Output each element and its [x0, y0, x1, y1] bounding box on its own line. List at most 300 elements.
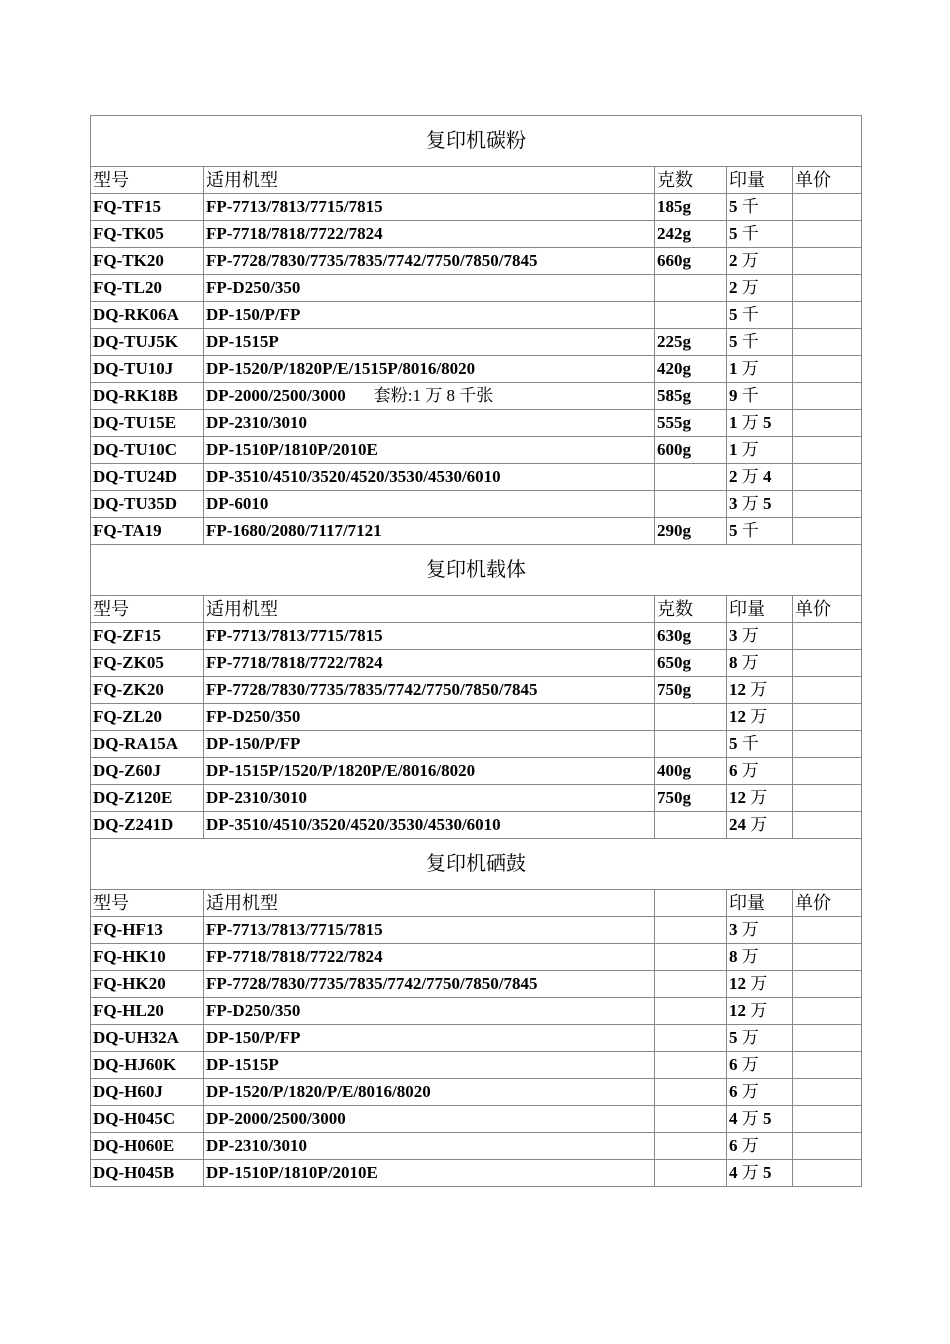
- yield-cell: [727, 812, 793, 838]
- model-cell: FQ-TK20: [91, 248, 204, 274]
- column-header-machines: 适用机型: [204, 596, 655, 622]
- weight-cell: [655, 302, 727, 328]
- table-row: [91, 356, 861, 383]
- weight-cell: 750g: [655, 785, 727, 811]
- yield-cell: [727, 650, 793, 676]
- machines-cell: [204, 1133, 655, 1159]
- machines-text: DP-3510/4510/3520/4520/3530/4530/6010: [206, 815, 501, 834]
- yield-unit: 万: [741, 761, 759, 780]
- table-row: [91, 812, 861, 838]
- machines-cell: [204, 998, 655, 1024]
- table-row: [91, 518, 861, 544]
- yield-cell: [727, 518, 793, 544]
- weight-cell: 555g: [655, 410, 727, 436]
- machines-cell: [204, 704, 655, 730]
- yield-cell: [727, 302, 793, 328]
- yield-unit: 万: [741, 440, 759, 459]
- yield-tail: 5: [763, 1109, 772, 1128]
- table-row: [91, 1133, 861, 1160]
- machines-text: FP-7713/7813/7715/7815: [206, 626, 383, 645]
- yield-unit: 千: [741, 197, 759, 216]
- machines-text: DP-1515P/1520/P/1820P/E/8016/8020: [206, 761, 476, 780]
- model-cell: FQ-TA19: [91, 518, 204, 544]
- table-row: [91, 677, 861, 704]
- yield-cell: [727, 194, 793, 220]
- yield-cell: [727, 1160, 793, 1186]
- weight-cell: 290g: [655, 518, 727, 544]
- model-cell: FQ-ZK20: [91, 677, 204, 703]
- weight-cell: [655, 1160, 727, 1186]
- price-cell: [793, 329, 861, 355]
- yield-unit: 万: [750, 815, 768, 834]
- machines-cell: [204, 944, 655, 970]
- column-header-weight: 克数: [655, 596, 727, 622]
- table-row: [91, 410, 861, 437]
- yield-cell: [727, 437, 793, 463]
- yield-number: 3: [729, 494, 738, 513]
- model-cell: DQ-RA15A: [91, 731, 204, 757]
- yield-unit: 万: [741, 413, 759, 432]
- yield-tail: 5: [763, 413, 772, 432]
- machines-cell: [204, 812, 655, 838]
- yield-unit: 千: [741, 734, 759, 753]
- column-header-price: 单价: [795, 599, 831, 619]
- model-cell: DQ-H060E: [91, 1133, 204, 1159]
- machines-cell: [204, 518, 655, 544]
- table-row: [91, 329, 861, 356]
- machines-cell: [204, 356, 655, 382]
- price-cell: [793, 1133, 861, 1159]
- yield-cell: [727, 944, 793, 970]
- table-row: [91, 491, 861, 518]
- column-header-price: 单价: [795, 170, 831, 190]
- yield-unit: 万: [741, 1109, 759, 1128]
- price-cell: [793, 1106, 861, 1132]
- yield-unit: 万: [741, 251, 759, 270]
- yield-cell: [727, 1079, 793, 1105]
- machines-text: DP-1520/P/1820/P/E/8016/8020: [206, 1082, 431, 1101]
- yield-number: 3: [729, 626, 738, 645]
- machines-text: FP-7718/7818/7722/7824: [206, 224, 383, 243]
- table-row: [91, 1052, 861, 1079]
- price-cell: [793, 623, 861, 649]
- yield-number: 9: [729, 386, 738, 405]
- yield-unit: 万: [750, 788, 768, 807]
- table-row: [91, 998, 861, 1025]
- model-cell: DQ-H045B: [91, 1160, 204, 1186]
- price-cell: [793, 383, 861, 409]
- table-row: [91, 464, 861, 491]
- yield-tail: 5: [763, 1163, 772, 1182]
- price-table: [90, 115, 862, 1187]
- machines-cell: [204, 1160, 655, 1186]
- machines-text: FP-D250/350: [206, 1001, 301, 1020]
- price-cell: [793, 944, 861, 970]
- yield-cell: [727, 998, 793, 1024]
- yield-number: 1: [729, 440, 738, 459]
- table-row: [91, 383, 861, 410]
- model-cell: FQ-TL20: [91, 275, 204, 301]
- machines-text: FP-1680/2080/7117/7121: [206, 521, 382, 540]
- price-cell: [793, 464, 861, 490]
- yield-tail: 4: [763, 467, 772, 486]
- yield-number: 5: [729, 197, 738, 216]
- machines-cell: [204, 1052, 655, 1078]
- yield-number: 12: [729, 707, 746, 726]
- machines-text: FP-7728/7830/7735/7835/7742/7750/7850/7845: [206, 251, 538, 270]
- yield-unit: 万: [750, 680, 768, 699]
- yield-number: 2: [729, 251, 738, 270]
- model-cell: DQ-Z120E: [91, 785, 204, 811]
- price-cell: [793, 917, 861, 943]
- yield-number: 2: [729, 278, 738, 297]
- machines-text: DP-150/P/FP: [206, 305, 301, 324]
- yield-cell: [727, 623, 793, 649]
- machines-text: DP-6010: [206, 494, 269, 513]
- yield-number: 4: [729, 1109, 738, 1128]
- yield-cell: [727, 677, 793, 703]
- table-row: [91, 1079, 861, 1106]
- price-cell: [793, 650, 861, 676]
- weight-cell: [655, 1106, 727, 1132]
- header-row: [91, 167, 861, 194]
- section-title: 复印机碳粉: [91, 116, 861, 167]
- price-cell: [793, 998, 861, 1024]
- column-header-model: 型号: [91, 596, 204, 622]
- yield-cell: [727, 1052, 793, 1078]
- machines-note: 套粉:1 万 8 千张: [373, 386, 494, 405]
- table-row: [91, 731, 861, 758]
- price-cell: [793, 971, 861, 997]
- machines-cell: [204, 194, 655, 220]
- price-cell: [793, 731, 861, 757]
- section-title: 复印机载体: [91, 545, 861, 596]
- price-cell: [793, 275, 861, 301]
- price-cell: [793, 491, 861, 517]
- yield-cell: [727, 329, 793, 355]
- table-row: [91, 971, 861, 998]
- model-cell: FQ-HK20: [91, 971, 204, 997]
- machines-text: FP-D250/350: [206, 707, 301, 726]
- table-row: [91, 194, 861, 221]
- yield-unit: 万: [741, 1163, 759, 1182]
- weight-cell: 630g: [655, 623, 727, 649]
- model-cell: FQ-TK05: [91, 221, 204, 247]
- table-section: [91, 839, 861, 1186]
- weight-cell: [655, 944, 727, 970]
- yield-cell: [727, 917, 793, 943]
- model-cell: DQ-TU35D: [91, 491, 204, 517]
- yield-number: 5: [729, 332, 738, 351]
- model-cell: FQ-ZK05: [91, 650, 204, 676]
- price-cell: [793, 194, 861, 220]
- table-row: [91, 437, 861, 464]
- machines-text: FP-7728/7830/7735/7835/7742/7750/7850/7845: [206, 680, 538, 699]
- model-cell: DQ-HJ60K: [91, 1052, 204, 1078]
- weight-cell: [655, 731, 727, 757]
- price-cell: [793, 677, 861, 703]
- yield-cell: [727, 221, 793, 247]
- yield-number: 6: [729, 1136, 738, 1155]
- yield-unit: 千: [741, 224, 759, 243]
- weight-cell: 185g: [655, 194, 727, 220]
- yield-unit: 万: [741, 1136, 759, 1155]
- machines-text: FP-D250/350: [206, 278, 301, 297]
- yield-unit: 万: [741, 467, 759, 486]
- yield-number: 12: [729, 1001, 746, 1020]
- column-header-weight: 克数: [655, 167, 727, 193]
- machines-cell: [204, 971, 655, 997]
- price-cell: [793, 1052, 861, 1078]
- model-cell: FQ-HF13: [91, 917, 204, 943]
- machines-cell: [204, 1106, 655, 1132]
- machines-text: DP-150/P/FP: [206, 734, 301, 753]
- weight-cell: 585g: [655, 383, 727, 409]
- table-row: [91, 704, 861, 731]
- yield-cell: [727, 464, 793, 490]
- weight-cell: 225g: [655, 329, 727, 355]
- yield-cell: [727, 491, 793, 517]
- weight-cell: [655, 1025, 727, 1051]
- section-title: 复印机硒鼓: [91, 839, 861, 890]
- machines-text: DP-1515P: [206, 332, 279, 351]
- yield-unit: 万: [750, 974, 768, 993]
- weight-cell: [655, 1133, 727, 1159]
- model-cell: DQ-Z241D: [91, 812, 204, 838]
- machines-cell: [204, 221, 655, 247]
- yield-number: 12: [729, 680, 746, 699]
- price-cell: [793, 302, 861, 328]
- yield-cell: [727, 383, 793, 409]
- table-row: [91, 944, 861, 971]
- yield-unit: 万: [741, 359, 759, 378]
- weight-cell: 400g: [655, 758, 727, 784]
- machines-text: FP-7713/7813/7715/7815: [206, 920, 383, 939]
- yield-number: 3: [729, 920, 738, 939]
- machines-text: DP-2310/3010: [206, 788, 308, 807]
- yield-unit: 万: [741, 653, 759, 672]
- yield-unit: 万: [741, 278, 759, 297]
- yield-number: 2: [729, 467, 738, 486]
- machines-text: DP-1510P/1810P/2010E: [206, 1163, 378, 1182]
- model-cell: DQ-UH32A: [91, 1025, 204, 1051]
- price-cell: [793, 410, 861, 436]
- yield-unit: 千: [741, 332, 759, 351]
- yield-cell: [727, 731, 793, 757]
- column-header-machines: 适用机型: [204, 167, 655, 193]
- model-cell: DQ-Z60J: [91, 758, 204, 784]
- weight-cell: 600g: [655, 437, 727, 463]
- table-row: [91, 221, 861, 248]
- yield-unit: 万: [750, 707, 768, 726]
- weight-cell: [655, 1079, 727, 1105]
- yield-unit: 千: [741, 521, 759, 540]
- price-cell: [793, 518, 861, 544]
- column-header-model: 型号: [91, 167, 204, 193]
- machines-text: DP-1510P/1810P/2010E: [206, 440, 378, 459]
- yield-cell: [727, 356, 793, 382]
- model-cell: FQ-ZF15: [91, 623, 204, 649]
- price-cell: [793, 1079, 861, 1105]
- yield-unit: 千: [741, 305, 759, 324]
- yield-number: 12: [729, 788, 746, 807]
- table-section: [91, 116, 861, 545]
- column-header-yield: 印量: [727, 596, 793, 622]
- weight-cell: [655, 275, 727, 301]
- machines-cell: [204, 677, 655, 703]
- machines-text: DP-2310/3010: [206, 413, 308, 432]
- model-cell: DQ-TU10J: [91, 356, 204, 382]
- model-cell: DQ-TU24D: [91, 464, 204, 490]
- model-cell: DQ-TUJ5K: [91, 329, 204, 355]
- model-cell: DQ-H60J: [91, 1079, 204, 1105]
- column-header-yield: 印量: [727, 167, 793, 193]
- price-cell: [793, 785, 861, 811]
- table-row: [91, 248, 861, 275]
- price-cell: [793, 1160, 861, 1186]
- machines-cell: [204, 1079, 655, 1105]
- machines-cell: [204, 383, 655, 409]
- table-section: [91, 545, 861, 839]
- yield-number: 1: [729, 359, 738, 378]
- weight-cell: [655, 917, 727, 943]
- weight-cell: 660g: [655, 248, 727, 274]
- weight-cell: [655, 998, 727, 1024]
- yield-cell: [727, 1025, 793, 1051]
- table-row: [91, 275, 861, 302]
- price-cell: [793, 221, 861, 247]
- model-cell: DQ-TU10C: [91, 437, 204, 463]
- weight-cell: 242g: [655, 221, 727, 247]
- machines-cell: [204, 623, 655, 649]
- yield-cell: [727, 704, 793, 730]
- yield-unit: 万: [750, 1001, 768, 1020]
- machines-cell: [204, 650, 655, 676]
- weight-cell: [655, 1052, 727, 1078]
- yield-number: 6: [729, 1055, 738, 1074]
- yield-cell: [727, 971, 793, 997]
- yield-number: 5: [729, 734, 738, 753]
- table-row: [91, 302, 861, 329]
- yield-cell: [727, 248, 793, 274]
- column-header-yield: 印量: [727, 890, 793, 916]
- machines-cell: [204, 464, 655, 490]
- yield-cell: [727, 275, 793, 301]
- machines-text: FP-7718/7818/7722/7824: [206, 653, 383, 672]
- yield-number: 5: [729, 224, 738, 243]
- yield-number: 8: [729, 947, 738, 966]
- weight-cell: [655, 812, 727, 838]
- price-cell: [793, 758, 861, 784]
- yield-cell: [727, 410, 793, 436]
- weight-cell: [655, 464, 727, 490]
- yield-number: 6: [729, 1082, 738, 1101]
- yield-unit: 万: [741, 626, 759, 645]
- machines-cell: [204, 437, 655, 463]
- yield-number: 5: [729, 305, 738, 324]
- yield-tail: 5: [763, 494, 772, 513]
- weight-cell: 750g: [655, 677, 727, 703]
- price-cell: [793, 704, 861, 730]
- yield-unit: 千: [741, 386, 759, 405]
- machines-cell: [204, 410, 655, 436]
- yield-number: 5: [729, 1028, 738, 1047]
- price-cell: [793, 812, 861, 838]
- model-cell: FQ-TF15: [91, 194, 204, 220]
- machines-cell: [204, 785, 655, 811]
- yield-number: 8: [729, 653, 738, 672]
- machines-text: DP-3510/4510/3520/4520/3530/4530/6010: [206, 467, 501, 486]
- machines-cell: [204, 302, 655, 328]
- machines-text: FP-7713/7813/7715/7815: [206, 197, 383, 216]
- model-cell: DQ-RK18B: [91, 383, 204, 409]
- column-header-machines: 适用机型: [204, 890, 655, 916]
- model-cell: FQ-HK10: [91, 944, 204, 970]
- yield-unit: 万: [741, 920, 759, 939]
- machines-cell: [204, 758, 655, 784]
- weight-cell: 650g: [655, 650, 727, 676]
- table-row: [91, 650, 861, 677]
- yield-cell: [727, 1106, 793, 1132]
- yield-number: 24: [729, 815, 746, 834]
- machines-cell: [204, 275, 655, 301]
- price-cell: [793, 248, 861, 274]
- column-header-price: 单价: [795, 893, 831, 913]
- yield-number: 5: [729, 521, 738, 540]
- yield-number: 12: [729, 974, 746, 993]
- machines-text: FP-7718/7818/7722/7824: [206, 947, 383, 966]
- machines-cell: [204, 731, 655, 757]
- weight-cell: [655, 971, 727, 997]
- price-cell: [793, 356, 861, 382]
- yield-cell: [727, 785, 793, 811]
- yield-unit: 万: [741, 947, 759, 966]
- model-cell: FQ-ZL20: [91, 704, 204, 730]
- weight-cell: 420g: [655, 356, 727, 382]
- yield-number: 4: [729, 1163, 738, 1182]
- yield-number: 6: [729, 761, 738, 780]
- machines-cell: [204, 917, 655, 943]
- column-header-weight: [655, 890, 727, 916]
- machines-cell: [204, 248, 655, 274]
- model-cell: FQ-HL20: [91, 998, 204, 1024]
- table-row: [91, 785, 861, 812]
- model-cell: DQ-H045C: [91, 1106, 204, 1132]
- machines-cell: [204, 1025, 655, 1051]
- model-cell: DQ-RK06A: [91, 302, 204, 328]
- yield-cell: [727, 1133, 793, 1159]
- header-row: [91, 890, 861, 917]
- table-row: [91, 1106, 861, 1133]
- yield-unit: 万: [741, 1028, 759, 1047]
- machines-text: DP-2310/3010: [206, 1136, 308, 1155]
- machines-cell: [204, 491, 655, 517]
- table-row: [91, 917, 861, 944]
- yield-number: 1: [729, 413, 738, 432]
- weight-cell: [655, 704, 727, 730]
- table-row: [91, 1160, 861, 1186]
- price-cell: [793, 437, 861, 463]
- machines-text: DP-2000/2500/3000: [206, 1109, 346, 1128]
- yield-unit: 万: [741, 494, 759, 513]
- header-row: [91, 596, 861, 623]
- machines-text: DP-2000/2500/3000: [206, 386, 346, 405]
- machines-cell: [204, 329, 655, 355]
- machines-text: DP-1520/P/1820P/E/1515P/8016/8020: [206, 359, 476, 378]
- yield-unit: 万: [741, 1082, 759, 1101]
- yield-cell: [727, 758, 793, 784]
- yield-unit: 万: [741, 1055, 759, 1074]
